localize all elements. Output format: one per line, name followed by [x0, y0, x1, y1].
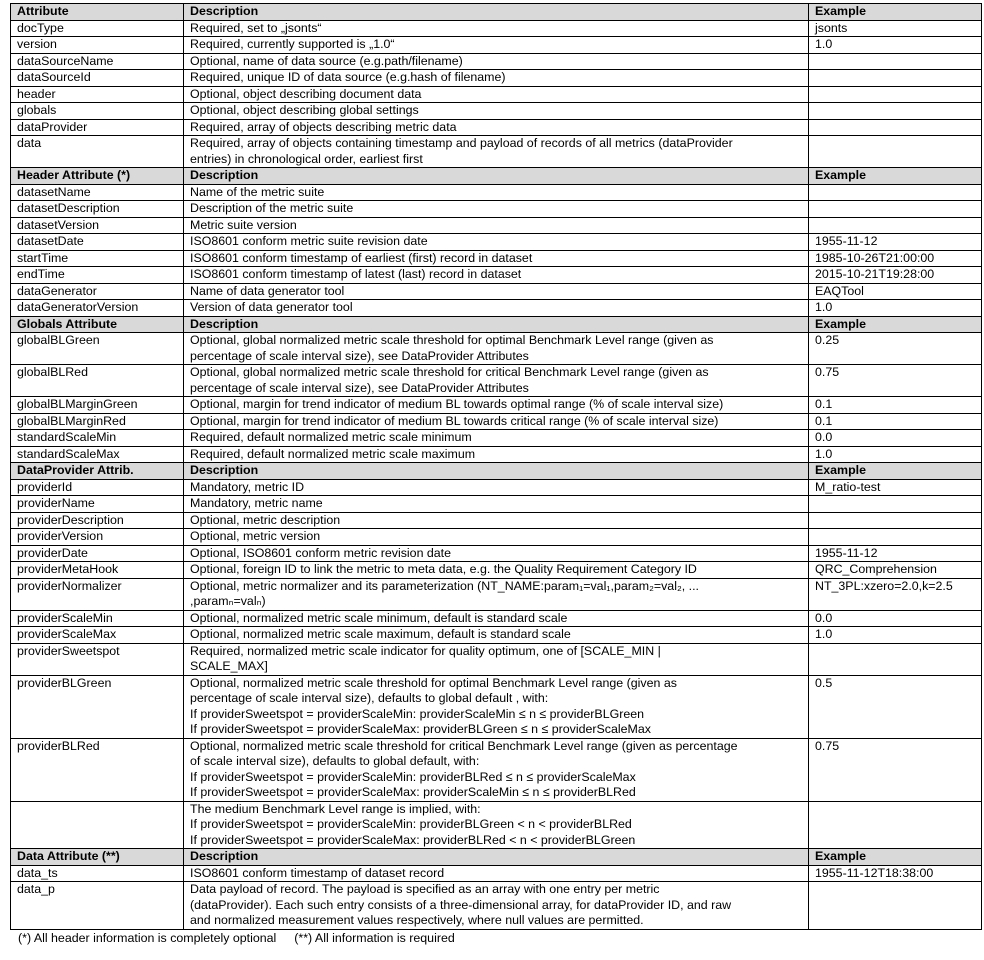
- header-cell-attribute: DataProvider Attrib.: [11, 463, 184, 480]
- example-cell: [809, 882, 982, 930]
- description-cell: [184, 119, 809, 136]
- example-cell: 2015-10-21T19:28:00: [809, 267, 982, 284]
- description-cell: [184, 446, 809, 463]
- header-cell-attribute: Header Attribute (*): [11, 168, 184, 185]
- description-line: If providerSweetspot = providerScaleMin: providerBLGreen < n < providerBLRed: [190, 817, 632, 831]
- description-line: Required, normalized metric scale indicator for quality optimum, one of [SCALE_MIN |: [190, 643, 661, 658]
- description-line: Optional, normalized metric scale maximum, default is standard scale: [190, 627, 571, 641]
- table-row: [11, 643, 982, 675]
- description-line: ISO8601 conform timestamp of latest (last) record in dataset: [190, 267, 522, 281]
- description-cell: [184, 479, 809, 496]
- description-cell: [184, 529, 809, 546]
- example-cell: 1.0: [809, 627, 982, 644]
- description-line: Optional, foreign ID to link the metric to meta data, e.g. the Quality Requirement Category ID: [190, 562, 697, 576]
- table-row: [11, 250, 982, 267]
- attribute-name-cell: providerSweetspot: [11, 643, 184, 675]
- table-row: [11, 86, 982, 103]
- header-cell-description: Description: [184, 168, 809, 185]
- example-cell: [809, 201, 982, 218]
- table-row: [11, 675, 982, 738]
- description-line: ISO8601 conform timestamp of earliest (first) record in dataset: [190, 250, 533, 265]
- table-row: [11, 562, 982, 579]
- table-row: [11, 184, 982, 201]
- example-cell: 0.75: [809, 365, 982, 397]
- description-cell: [184, 675, 809, 738]
- attribute-name-cell: providerDescription: [11, 512, 184, 529]
- header-cell-attribute: Globals Attribute: [11, 316, 184, 333]
- attribute-name-cell: providerMetaHook: [11, 562, 184, 579]
- header-cell-description: Description: [184, 316, 809, 333]
- attribute-name-cell: dataGenerator: [11, 283, 184, 300]
- table-row: [11, 610, 982, 627]
- table-row: [11, 865, 982, 882]
- description-line: Optional, name of data source (e.g.path/filename): [190, 53, 463, 68]
- example-cell: [809, 86, 982, 103]
- description-line: Required, default normalized metric scale minimum: [190, 430, 472, 444]
- description-cell: [184, 201, 809, 218]
- example-cell: 0.25: [809, 333, 982, 365]
- attribute-name-cell: providerBLRed: [11, 738, 184, 801]
- table-row: [11, 738, 982, 801]
- description-line: The medium Benchmark Level range is implied, with:: [190, 801, 481, 816]
- attribute-name-cell: datasetName: [11, 184, 184, 201]
- attribute-name-cell: standardScaleMin: [11, 430, 184, 447]
- description-line: If providerSweetspot = providerScaleMax: providerBLRed < n < providerBLGreen: [190, 832, 636, 847]
- description-line: entries) in chronological order, earliest first: [190, 151, 423, 166]
- example-cell: [809, 801, 982, 849]
- description-line: If providerSweetspot = providerScaleMax: providerBLGreen ≤ n ≤ providerScaleMax: [190, 722, 651, 736]
- description-cell: [184, 234, 809, 251]
- description-line: If providerSweetspot = providerScaleMin: providerBLRed ≤ n ≤ providerScaleMax: [190, 769, 636, 784]
- description-cell: [184, 37, 809, 54]
- description-cell: [184, 430, 809, 447]
- table-row: [11, 283, 982, 300]
- example-cell: EAQTool: [809, 283, 982, 300]
- description-line: Optional, object describing global settings: [190, 103, 419, 117]
- attribute-name-cell: [11, 801, 184, 849]
- description-cell: [184, 562, 809, 579]
- header-cell-example: Example: [809, 849, 982, 866]
- attribute-name-cell: dataSourceName: [11, 53, 184, 70]
- description-line: Required, default normalized metric scale maximum: [190, 446, 476, 461]
- attribute-name-cell: globalBLMarginRed: [11, 413, 184, 430]
- table-row: [11, 882, 982, 930]
- table-row: [11, 413, 982, 430]
- description-line: and normalized measurement values respectively, where null values are permitted.: [190, 913, 644, 927]
- description-line: Required, currently supported is „1.0“: [190, 37, 395, 51]
- example-cell: [809, 643, 982, 675]
- example-cell: NT_3PL:xzero=2.0,k=2.5: [809, 578, 982, 610]
- attribute-name-cell: dataProvider: [11, 119, 184, 136]
- description-line: Name of the metric suite: [190, 184, 325, 199]
- header-cell-attribute: Data Attribute (**): [11, 849, 184, 866]
- description-cell: [184, 738, 809, 801]
- description-line: (dataProvider). Each such entry consists of a three-dimensional array, for dataProvider ID, and raw: [190, 897, 732, 912]
- description-cell: [184, 882, 809, 930]
- description-line: percentage of scale interval size), see DataProvider Attributes: [190, 380, 529, 395]
- description-line: Optional, normalized metric scale minimum, default is standard scale: [190, 610, 568, 625]
- table-row: [11, 333, 982, 365]
- attribute-name-cell: globalBLGreen: [11, 333, 184, 365]
- description-cell: [184, 103, 809, 120]
- attribute-table: [10, 3, 982, 930]
- attribute-name-cell: providerId: [11, 479, 184, 496]
- description-cell: [184, 53, 809, 70]
- description-cell: [184, 300, 809, 317]
- description-line: Optional, global normalized metric scale threshold for critical Benchmark Level range (given as: [190, 365, 709, 379]
- description-line: Name of data generator tool: [190, 283, 345, 298]
- table-row: [11, 217, 982, 234]
- example-cell: [809, 217, 982, 234]
- table-row: [11, 136, 982, 168]
- example-cell: M_ratio-test: [809, 479, 982, 496]
- attribute-name-cell: globals: [11, 103, 184, 120]
- example-cell: 1955-11-12T18:38:00: [809, 865, 982, 882]
- footnotes: [10, 930, 982, 946]
- table-row: [11, 70, 982, 87]
- table-row: [11, 627, 982, 644]
- description-cell: [184, 267, 809, 284]
- section-header-row: [11, 316, 982, 333]
- example-cell: 1955-11-12: [809, 234, 982, 251]
- attribute-name-cell: data_ts: [11, 865, 184, 882]
- table-row: [11, 20, 982, 37]
- attribute-name-cell: datasetDescription: [11, 201, 184, 218]
- description-line: Required, set to „jsonts“: [190, 20, 322, 35]
- description-cell: [184, 801, 809, 849]
- spec-document: [10, 3, 982, 946]
- description-line: Optional, margin for trend indicator of medium BL towards optimal range (% of scale interval size): [190, 397, 724, 411]
- table-row: [11, 512, 982, 529]
- attribute-name-cell: globalBLRed: [11, 365, 184, 397]
- description-line: Optional, metric description: [190, 512, 341, 527]
- description-cell: [184, 545, 809, 562]
- attribute-name-cell: providerScaleMin: [11, 610, 184, 627]
- description-line: Optional, normalized metric scale threshold for critical Benchmark Level range (given as percentage: [190, 738, 738, 753]
- example-cell: [809, 512, 982, 529]
- table-row: [11, 578, 982, 610]
- example-cell: 0.1: [809, 413, 982, 430]
- table-row: [11, 53, 982, 70]
- attribute-name-cell: providerBLGreen: [11, 675, 184, 738]
- description-line: Required, array of objects containing timestamp and payload of records of all metrics (dataProvider: [190, 136, 733, 150]
- table-row: [11, 446, 982, 463]
- description-cell: [184, 413, 809, 430]
- attribute-name-cell: version: [11, 37, 184, 54]
- description-cell: [184, 397, 809, 414]
- description-cell: [184, 578, 809, 610]
- table-row: [11, 479, 982, 496]
- table-row: [11, 365, 982, 397]
- description-cell: [184, 865, 809, 882]
- attribute-name-cell: datasetVersion: [11, 217, 184, 234]
- example-cell: [809, 53, 982, 70]
- description-line: of scale interval size), defaults to global default, with:: [190, 754, 480, 768]
- description-line: percentage of scale interval size), defaults to global default , with:: [190, 691, 549, 705]
- example-cell: [809, 496, 982, 513]
- description-line: Optional, metric normalizer and its parameterization (NT_NAME:param₁=val₁,param₂=val₂, ...: [190, 578, 699, 593]
- attribute-name-cell: header: [11, 86, 184, 103]
- example-cell: 0.0: [809, 430, 982, 447]
- table-row: [11, 300, 982, 317]
- footnote-data-required: (**) All information is required: [294, 930, 455, 945]
- description-line: ISO8601 conform metric suite revision date: [190, 234, 428, 248]
- section-header-row: [11, 168, 982, 185]
- table-row: [11, 267, 982, 284]
- description-line: ISO8601 conform timestamp of dataset record: [190, 865, 445, 880]
- section-header-row: [11, 463, 982, 480]
- description-line: Version of data generator tool: [190, 300, 353, 314]
- example-cell: 0.5: [809, 675, 982, 738]
- footnote-header-optional: (*) All header information is completely optional: [18, 930, 277, 945]
- header-cell-description: Description: [184, 849, 809, 866]
- example-cell: jsonts: [809, 20, 982, 37]
- example-cell: [809, 529, 982, 546]
- description-cell: [184, 365, 809, 397]
- attribute-name-cell: providerVersion: [11, 529, 184, 546]
- example-cell: 1.0: [809, 300, 982, 317]
- description-line: Mandatory, metric name: [190, 496, 323, 510]
- description-line: Optional, normalized metric scale threshold for optimal Benchmark Level range (given as: [190, 675, 677, 690]
- attribute-name-cell: data_p: [11, 882, 184, 930]
- attribute-name-cell: docType: [11, 20, 184, 37]
- attribute-name-cell: startTime: [11, 250, 184, 267]
- description-cell: [184, 512, 809, 529]
- table-row: [11, 103, 982, 120]
- description-line: Metric suite version: [190, 217, 297, 232]
- example-cell: 0.1: [809, 397, 982, 414]
- example-cell: [809, 70, 982, 87]
- attribute-name-cell: data: [11, 136, 184, 168]
- header-cell-example: Example: [809, 168, 982, 185]
- description-line: Description of the metric suite: [190, 201, 354, 215]
- example-cell: 1985-10-26T21:00:00: [809, 250, 982, 267]
- description-cell: [184, 610, 809, 627]
- description-cell: [184, 217, 809, 234]
- description-line: Optional, ISO8601 conform metric revision date: [190, 545, 452, 560]
- description-cell: [184, 333, 809, 365]
- description-line: Data payload of record. The payload is specified as an array with one entry per metric: [190, 882, 660, 896]
- header-cell-description: Description: [184, 463, 809, 480]
- description-line: Optional, margin for trend indicator of medium BL towards critical range (% of scale interval size): [190, 413, 719, 428]
- header-cell-example: Example: [809, 463, 982, 480]
- example-cell: 0.75: [809, 738, 982, 801]
- attribute-name-cell: providerScaleMax: [11, 627, 184, 644]
- example-cell: 1955-11-12: [809, 545, 982, 562]
- example-cell: QRC_Comprehension: [809, 562, 982, 579]
- attribute-table-body: [11, 4, 982, 930]
- description-cell: [184, 20, 809, 37]
- description-cell: [184, 136, 809, 168]
- attribute-name-cell: globalBLMarginGreen: [11, 397, 184, 414]
- description-cell: [184, 627, 809, 644]
- table-row: [11, 119, 982, 136]
- header-cell-example: Example: [809, 4, 982, 21]
- description-cell: [184, 86, 809, 103]
- example-cell: [809, 136, 982, 168]
- description-cell: [184, 496, 809, 513]
- section-header-row: [11, 849, 982, 866]
- attribute-name-cell: endTime: [11, 267, 184, 284]
- table-row: [11, 37, 982, 54]
- example-cell: 0.0: [809, 610, 982, 627]
- description-line: ,paramₙ=valₙ): [190, 594, 266, 608]
- attribute-name-cell: providerName: [11, 496, 184, 513]
- description-line: Optional, object describing document data: [190, 86, 422, 101]
- description-cell: [184, 643, 809, 675]
- attribute-name-cell: datasetDate: [11, 234, 184, 251]
- table-row: [11, 496, 982, 513]
- description-line: Required, unique ID of data source (e.g.hash of filename): [190, 70, 506, 84]
- attribute-name-cell: providerNormalizer: [11, 578, 184, 610]
- description-line: If providerSweetspot = providerScaleMin: providerScaleMin ≤ n ≤ providerBLGreen: [190, 706, 645, 721]
- description-line: Optional, global normalized metric scale threshold for optimal Benchmark Level range (given as: [190, 333, 714, 347]
- description-line: Required, array of objects describing metric data: [190, 119, 457, 134]
- description-cell: [184, 250, 809, 267]
- attribute-name-cell: dataSourceId: [11, 70, 184, 87]
- table-row: [11, 201, 982, 218]
- header-cell-description: Description: [184, 4, 809, 21]
- description-line: If providerSweetspot = providerScaleMax: providerScaleMin ≤ n ≤ providerBLRed: [190, 785, 636, 799]
- attribute-name-cell: standardScaleMax: [11, 446, 184, 463]
- table-row: [11, 545, 982, 562]
- description-cell: [184, 70, 809, 87]
- description-line: SCALE_MAX]: [190, 659, 268, 673]
- description-cell: [184, 283, 809, 300]
- table-row: [11, 801, 982, 849]
- example-cell: [809, 184, 982, 201]
- example-cell: [809, 119, 982, 136]
- table-row: [11, 529, 982, 546]
- table-row: [11, 397, 982, 414]
- section-header-row: [11, 4, 982, 21]
- example-cell: [809, 103, 982, 120]
- attribute-name-cell: dataGeneratorVersion: [11, 300, 184, 317]
- table-row: [11, 430, 982, 447]
- header-cell-example: Example: [809, 316, 982, 333]
- attribute-name-cell: providerDate: [11, 545, 184, 562]
- example-cell: 1.0: [809, 37, 982, 54]
- description-line: Mandatory, metric ID: [190, 479, 305, 494]
- description-line: percentage of scale interval size), see DataProvider Attributes: [190, 348, 529, 363]
- example-cell: 1.0: [809, 446, 982, 463]
- description-line: Optional, metric version: [190, 529, 321, 543]
- description-cell: [184, 184, 809, 201]
- header-cell-attribute: Attribute: [11, 4, 184, 21]
- table-row: [11, 234, 982, 251]
